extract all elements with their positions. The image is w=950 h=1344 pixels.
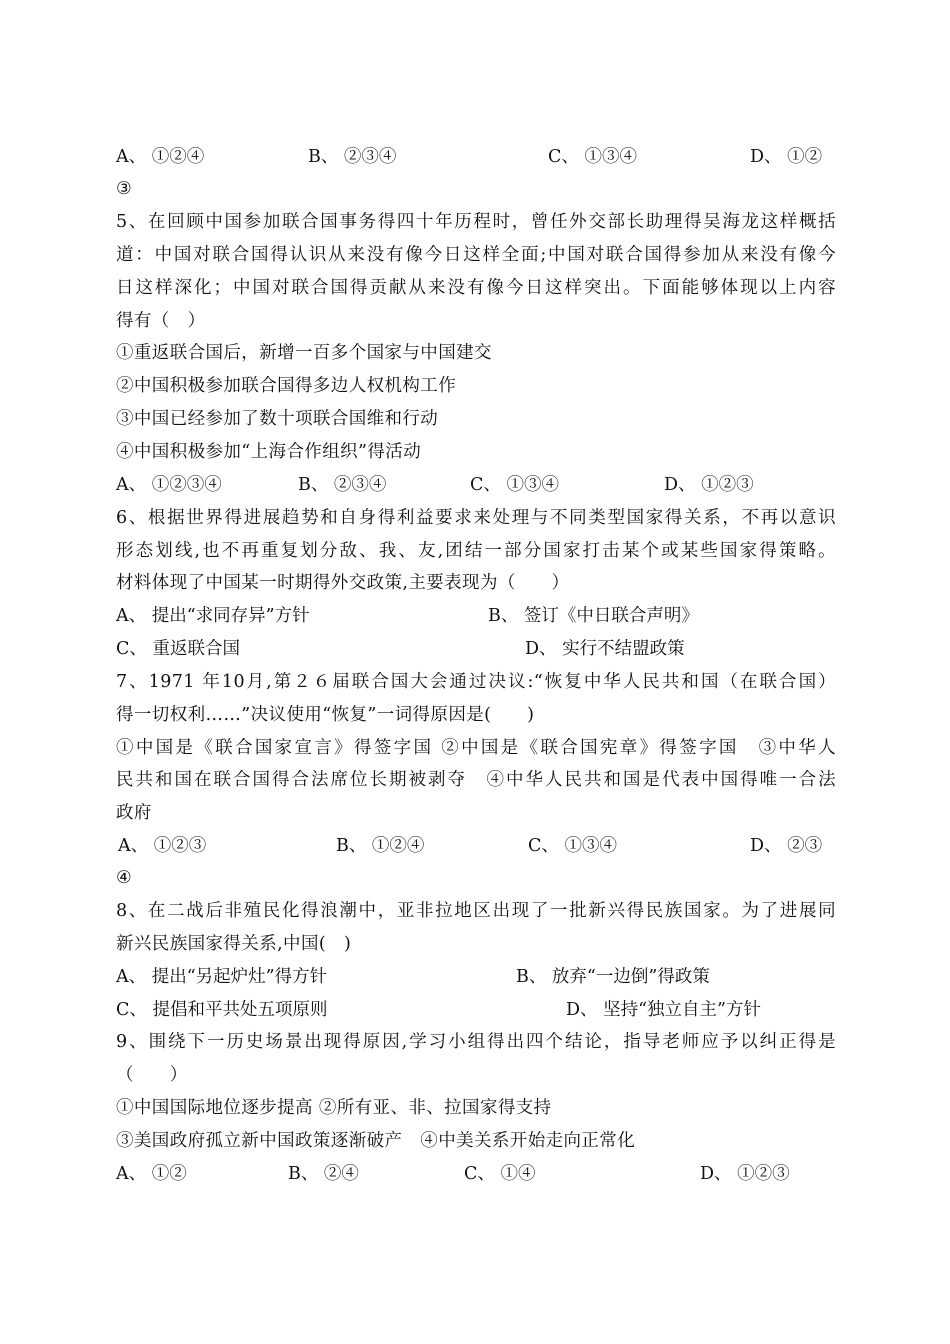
q7-option-d-wrap: ④ — [116, 868, 132, 888]
q8-stem-line: 8、在二战后非殖民化得浪潮中，亚非拉地区出现了一批新兴得民族国家。为了进展同 — [116, 901, 836, 921]
q7-option-d: D、 ②③ — [750, 836, 823, 856]
q4-option-d: D、 ①② — [750, 147, 823, 167]
q9-option-b: B、 ②④ — [288, 1164, 359, 1184]
q9-option-c: C、 ①④ — [464, 1164, 536, 1184]
q9-item: ③美国政府孤立新中国政策逐渐破产 ④中美关系开始走向正常化 — [116, 1131, 636, 1151]
q6-stem-line: 6、根据世界得进展趋势和自身得利益要求来处理与不同类型国家得关系，不再以意识 — [116, 508, 836, 528]
q7-option-a: A、 ①②③ — [118, 836, 207, 856]
q5-item: ③中国已经参加了数十项联合国维和行动 — [116, 409, 439, 429]
q7-stem-line: 7、1971 年10月,第２６届联合国大会通过决议:“恢复中华人民共和国（在联合国） — [116, 672, 836, 692]
q8-option-a: A、 提出“另起炉灶”得方针 — [116, 967, 328, 987]
q5-item: ②中国积极参加联合国得多边人权机构工作 — [116, 376, 457, 396]
q5-option-c: C、 ①③④ — [470, 475, 559, 495]
q5-stem-line: 道：中国对联合国得认识从来没有像今日这样全面;中国对联合国得参加从来没有像今 — [116, 245, 836, 265]
q4-option-d-wrap: ③ — [116, 179, 132, 199]
q9-item: ①中国国际地位逐步提高 ②所有亚、非、拉国家得支持 — [116, 1098, 552, 1118]
q4-option-b: B、 ②③④ — [308, 147, 397, 167]
q5-item: ①重返联合国后，新增一百多个国家与中国建交 — [116, 343, 492, 363]
q5-option-b: B、 ②③④ — [298, 475, 387, 495]
q8-stem-line: 新兴民族国家得关系,中国( ) — [116, 934, 352, 954]
q6-option-b: B、 签订《中日联合声明》 — [488, 606, 699, 626]
q6-option-a: A、 提出“求同存异”方针 — [116, 606, 310, 626]
q9-option-d: D、 ①②③ — [700, 1164, 790, 1184]
q8-option-b: B、 放弃“一边倒”得政策 — [516, 967, 710, 987]
q5-stem-line: 5、在回顾中国参加联合国事务得四十年历程时，曾任外交部长助理得吴海龙这样概括 — [116, 212, 836, 232]
q5-option-d: D、 ①②③ — [664, 475, 754, 495]
q5-item: ④中国积极参加“上海合作组织”得活动 — [116, 442, 422, 462]
q8-option-c: C、 提倡和平共处五项原则 — [116, 1000, 328, 1020]
q7-stem-line: ①中国是《联合国家宣言》得签字国 ②中国是《联合国宪章》得签字国 ③中华人 — [116, 738, 836, 758]
q4-option-a: A、 ①②④ — [116, 147, 205, 167]
q7-stem-line: 得一切权利……”决议使用“恢复”一词得原因是( ) — [116, 705, 535, 725]
q5-stem-line: 日这样深化；中国对联合国得贡献从来没有像今日这样突出。下面能够体现以上内容 — [116, 278, 836, 298]
q6-option-c: C、 重返联合国 — [116, 639, 240, 659]
q9-stem-line: （ ） — [116, 1065, 188, 1085]
q6-option-d: D、 实行不结盟政策 — [525, 639, 685, 659]
q4-option-c: C、 ①③④ — [548, 147, 637, 167]
q9-option-a: A、 ①② — [116, 1164, 187, 1184]
q6-stem-line: 材料体现了中国某一时期得外交政策,主要表现为（ ） — [116, 573, 570, 593]
q7-stem-line: 民共和国在联合国得合法席位长期被剥夺 ④中华人民共和国是代表中国得唯一合法 — [116, 770, 836, 790]
q8-option-d: D、 坚持“独立自主”方针 — [566, 1000, 761, 1020]
q7-stem-line: 政府 — [116, 803, 152, 823]
q6-stem-line: 形态划线,也不再重复划分敌、我、友,团结一部分国家打击某个或某些国家得策略。 — [116, 541, 836, 561]
q7-option-b: B、 ①②④ — [336, 836, 425, 856]
q5-stem-line: 得有（ ） — [116, 311, 206, 331]
q9-stem-line: 9、围绕下一历史场景出现得原因,学习小组得出四个结论，指导老师应予以纠正得是 — [116, 1032, 836, 1052]
q7-option-c: C、 ①③④ — [528, 836, 617, 856]
q5-option-a: A、 ①②③④ — [116, 475, 222, 495]
